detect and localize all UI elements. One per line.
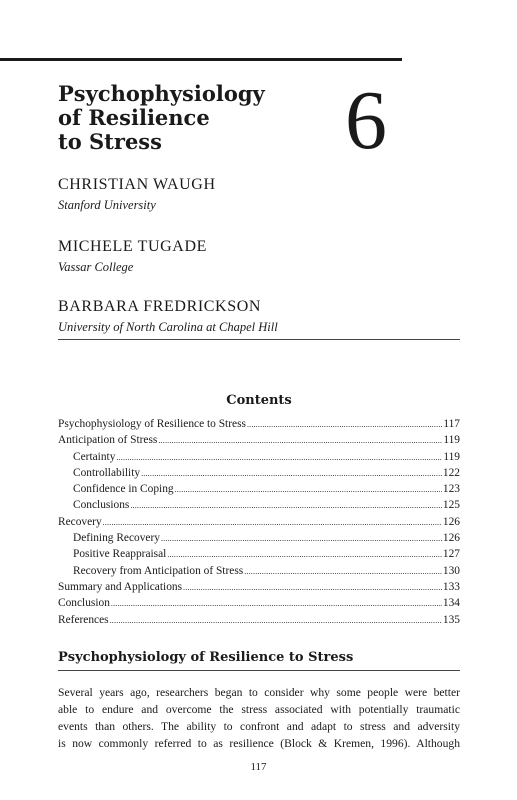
toc-entry-label: Positive Reappraisal (73, 548, 167, 561)
toc-entry-page: 135 (442, 613, 460, 626)
table-of-contents (58, 416, 460, 628)
toc-leader-dots (167, 547, 442, 563)
toc-subentry[interactable] (58, 465, 460, 481)
toc-leader-dots (244, 564, 442, 580)
body-line: able to endure and overcome the stress associated with potentially traumatic (58, 703, 460, 716)
toc-entry-label: Confidence in Coping (73, 483, 174, 496)
toc-entry[interactable] (58, 579, 460, 595)
toc-entry-label: References (58, 613, 109, 626)
toc-entry[interactable] (58, 514, 460, 530)
toc-leader-dots (111, 596, 442, 612)
toc-entry-page: 122 (442, 466, 460, 479)
chapter-title (58, 82, 318, 154)
toc-entry-page: 125 (442, 499, 460, 512)
chapter-title-line: to Stress (58, 129, 162, 154)
toc-entry-label: Defining Recovery (73, 532, 160, 545)
toc-entry-page: 123 (442, 483, 460, 496)
toc-leader-dots (158, 433, 442, 449)
author-affiliation: University of North Carolina at Chapel Hill (58, 320, 278, 334)
toc-leader-dots (116, 450, 442, 466)
author-name: CHRISTIAN WAUGH (58, 176, 216, 193)
toc-entry-label: Psychophysiology of Resilience to Stress (58, 418, 246, 430)
toc-entry-label: Controllability (73, 466, 141, 479)
body-paragraph (58, 684, 460, 752)
toc-subentry[interactable] (58, 497, 460, 513)
toc-entry-label: Recovery from Anticipation of Stress (73, 564, 244, 577)
toc-leader-dots (103, 515, 442, 531)
author-name: MICHELE TUGADE (58, 238, 207, 255)
chapter-title-line: of Resilience (58, 105, 210, 130)
toc-subentry[interactable] (58, 449, 460, 465)
body-line: events than others. The ability to confront and adapt to stress and adversity (58, 720, 460, 733)
toc-entry-label: Summary and Applications (58, 580, 183, 593)
chapter-title-line: Psychophysiology (58, 81, 265, 106)
toc-entry[interactable] (58, 612, 460, 628)
toc-entry-page: 126 (442, 515, 460, 528)
toc-entry-label: Conclusions (73, 499, 130, 512)
toc-entry-page: 117 (443, 418, 460, 430)
author-affiliation: Stanford University (58, 198, 156, 212)
chapter-number: 6 (345, 74, 387, 167)
toc-entry-page: 119 (443, 450, 460, 463)
toc-entry-label: Anticipation of Stress (58, 434, 158, 447)
toc-subentry[interactable] (58, 563, 460, 579)
toc-leader-dots (175, 482, 442, 498)
toc-entry-page: 119 (443, 434, 460, 447)
toc-subentry[interactable] (58, 546, 460, 562)
toc-entry-page: 134 (442, 597, 460, 610)
section-heading: Psychophysiology of Resilience to Stress (58, 650, 354, 665)
toc-subentry[interactable] (58, 481, 460, 497)
toc-entry-label: Recovery (58, 515, 102, 528)
toc-entry-label: Certainty (73, 450, 116, 463)
toc-entry[interactable] (58, 416, 460, 432)
page-number: 117 (250, 761, 267, 773)
toc-entry-page: 126 (442, 532, 460, 545)
section-divider (58, 670, 460, 671)
body-line: Several years ago, researchers began to consider why some people were better (58, 686, 460, 699)
toc-entry-page: 130 (442, 564, 460, 577)
toc-entry[interactable] (58, 595, 460, 611)
header-divider (58, 339, 460, 340)
toc-entry-page: 127 (442, 548, 460, 561)
toc-entry[interactable] (58, 432, 460, 448)
toc-leader-dots (110, 613, 442, 629)
toc-entry-label: Conclusion (58, 597, 110, 610)
toc-subentry[interactable] (58, 530, 460, 546)
top-rule (0, 58, 402, 61)
contents-heading: Contents (226, 393, 292, 408)
toc-leader-dots (141, 466, 442, 482)
author-name: BARBARA FREDRICKSON (58, 298, 262, 315)
toc-leader-dots (247, 417, 442, 433)
author-affiliation: Vassar College (58, 260, 134, 274)
toc-leader-dots (161, 531, 442, 547)
toc-entry-page: 133 (442, 580, 460, 593)
toc-leader-dots (183, 580, 442, 596)
toc-leader-dots (130, 498, 442, 514)
body-line: is now commonly referred to as resilience (Block & Kremen, 1996). Although (58, 737, 460, 750)
